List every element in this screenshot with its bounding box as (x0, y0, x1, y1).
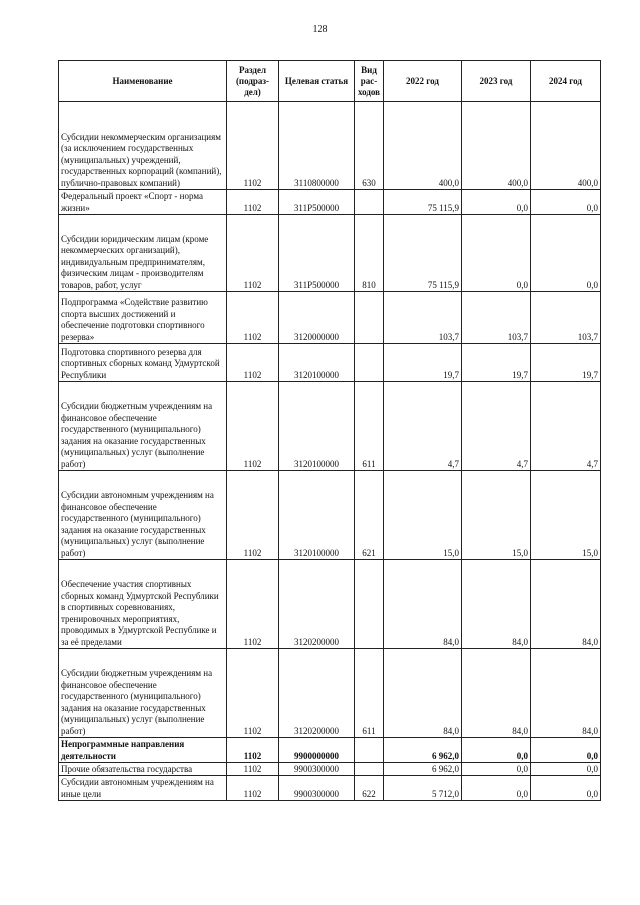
row-section: 1102 (227, 292, 279, 344)
row-section: 1102 (227, 763, 279, 776)
row-section: 1102 (227, 560, 279, 649)
table-row (59, 190, 601, 215)
table-row (59, 738, 601, 763)
row-name: Субсидии юридическим лицам (кроме некоммерческих организаций), индивидуальным предпринимателям, физическим лицам - производителям товаров, работ, услуг (59, 215, 227, 292)
row-2023: 400,0 (462, 102, 531, 190)
table-row (59, 102, 601, 190)
budget-table (58, 60, 601, 801)
row-2024: 0,0 (531, 776, 601, 801)
row-type: 622 (355, 776, 384, 801)
row-article: 311Р500000 (279, 215, 355, 292)
row-2023: 0,0 (462, 763, 531, 776)
row-2023: 4,7 (462, 382, 531, 471)
row-name: Федеральный проект «Спорт - норма жизни» (59, 190, 227, 215)
row-article: 3120200000 (279, 560, 355, 649)
table-row (59, 649, 601, 738)
row-2022: 6 962,0 (384, 738, 462, 763)
row-type (355, 344, 384, 382)
row-type: 810 (355, 215, 384, 292)
header-row (59, 61, 601, 102)
row-name: Непрограммные направления деятельности (59, 738, 227, 763)
header-type: Вид рас-ходов (355, 61, 384, 102)
row-2023: 0,0 (462, 738, 531, 763)
row-name: Субсидии некоммерческим организациям (за исключением государственных (муниципальных) учреждений, государственных корпораций (компаний), публично-правовых компаний) (59, 102, 227, 190)
row-2022: 75 115,9 (384, 190, 462, 215)
header-name: Наименование (59, 61, 227, 102)
row-name: Подпрограмма «Содействие развитию спорта высших достижений и обеспечение подготовки спортивного резерва» (59, 292, 227, 344)
row-article: 3120000000 (279, 292, 355, 344)
row-type (355, 738, 384, 763)
row-2022: 6 962,0 (384, 763, 462, 776)
row-section: 1102 (227, 190, 279, 215)
table-row (59, 382, 601, 471)
row-2024: 15,0 (531, 471, 601, 560)
row-type (355, 560, 384, 649)
table-row (59, 560, 601, 649)
page-number: 128 (312, 24, 328, 35)
table-row (59, 471, 601, 560)
row-2024: 103,7 (531, 292, 601, 344)
row-2022: 400,0 (384, 102, 462, 190)
header-section: Раздел (подраз-дел) (227, 61, 279, 102)
row-2024: 0,0 (531, 190, 601, 215)
row-2022: 84,0 (384, 649, 462, 738)
row-2024: 84,0 (531, 649, 601, 738)
row-section: 1102 (227, 776, 279, 801)
row-type: 611 (355, 382, 384, 471)
row-type: 630 (355, 102, 384, 190)
row-2022: 103,7 (384, 292, 462, 344)
row-2023: 103,7 (462, 292, 531, 344)
row-2024: 0,0 (531, 763, 601, 776)
row-type: 611 (355, 649, 384, 738)
row-2024: 4,7 (531, 382, 601, 471)
row-article: 9900000000 (279, 738, 355, 763)
row-name: Подготовка спортивного резерва для спортивных сборных команд Удмуртской Республики (59, 344, 227, 382)
row-2023: 0,0 (462, 215, 531, 292)
row-2024: 0,0 (531, 215, 601, 292)
row-article: 3120100000 (279, 344, 355, 382)
table-row (59, 215, 601, 292)
row-name: Прочие обязательства государства (59, 763, 227, 776)
row-article: 3110800000 (279, 102, 355, 190)
row-article: 9900300000 (279, 763, 355, 776)
row-section: 1102 (227, 738, 279, 763)
row-name: Обеспечение участия спортивных сборных команд Удмуртской Республики в спортивных соревнованиях, тренировочных мероприятиях, проводимых в Удмуртской Республике и за её пределами (59, 560, 227, 649)
row-type (355, 292, 384, 344)
row-section: 1102 (227, 344, 279, 382)
row-2024: 400,0 (531, 102, 601, 190)
row-2023: 84,0 (462, 560, 531, 649)
row-name: Субсидии автономным учреждениям на финансовое обеспечение государственного (муниципального) задания на оказание государственных (муниципальных) услуг (выполнение работ) (59, 471, 227, 560)
row-type (355, 763, 384, 776)
row-2023: 84,0 (462, 649, 531, 738)
row-2023: 0,0 (462, 776, 531, 801)
row-2024: 84,0 (531, 560, 601, 649)
row-article: 3120100000 (279, 382, 355, 471)
row-2022: 19,7 (384, 344, 462, 382)
row-2022: 84,0 (384, 560, 462, 649)
table-row (59, 292, 601, 344)
header-2022: 2022 год (384, 61, 462, 102)
row-2022: 5 712,0 (384, 776, 462, 801)
row-2023: 0,0 (462, 190, 531, 215)
table-row (59, 763, 601, 776)
table-row (59, 344, 601, 382)
row-type: 621 (355, 471, 384, 560)
table-row (59, 776, 601, 801)
row-section: 1102 (227, 471, 279, 560)
row-2022: 75 115,9 (384, 215, 462, 292)
header-article: Целевая статья (279, 61, 355, 102)
row-article: 311Р500000 (279, 190, 355, 215)
row-article: 3120200000 (279, 649, 355, 738)
row-name: Субсидии автономным учреждениям на иные цели (59, 776, 227, 801)
header-2024: 2024 год (531, 61, 601, 102)
row-2023: 15,0 (462, 471, 531, 560)
row-2024: 19,7 (531, 344, 601, 382)
row-2024: 0,0 (531, 738, 601, 763)
row-name: Субсидии бюджетным учреждениям на финансовое обеспечение государственного (муниципального) задания на оказание государственных (муниципальных) услуг (выполнение работ) (59, 382, 227, 471)
row-section: 1102 (227, 649, 279, 738)
row-section: 1102 (227, 382, 279, 471)
row-2023: 19,7 (462, 344, 531, 382)
row-2022: 4,7 (384, 382, 462, 471)
header-2023: 2023 год (462, 61, 531, 102)
row-section: 1102 (227, 215, 279, 292)
row-article: 3120100000 (279, 471, 355, 560)
row-type (355, 190, 384, 215)
row-name: Субсидии бюджетным учреждениям на финансовое обеспечение государственного (муниципального) задания на оказание государственных (муниципальных) услуг (выполнение работ) (59, 649, 227, 738)
row-2022: 15,0 (384, 471, 462, 560)
row-section: 1102 (227, 102, 279, 190)
row-article: 9900300000 (279, 776, 355, 801)
